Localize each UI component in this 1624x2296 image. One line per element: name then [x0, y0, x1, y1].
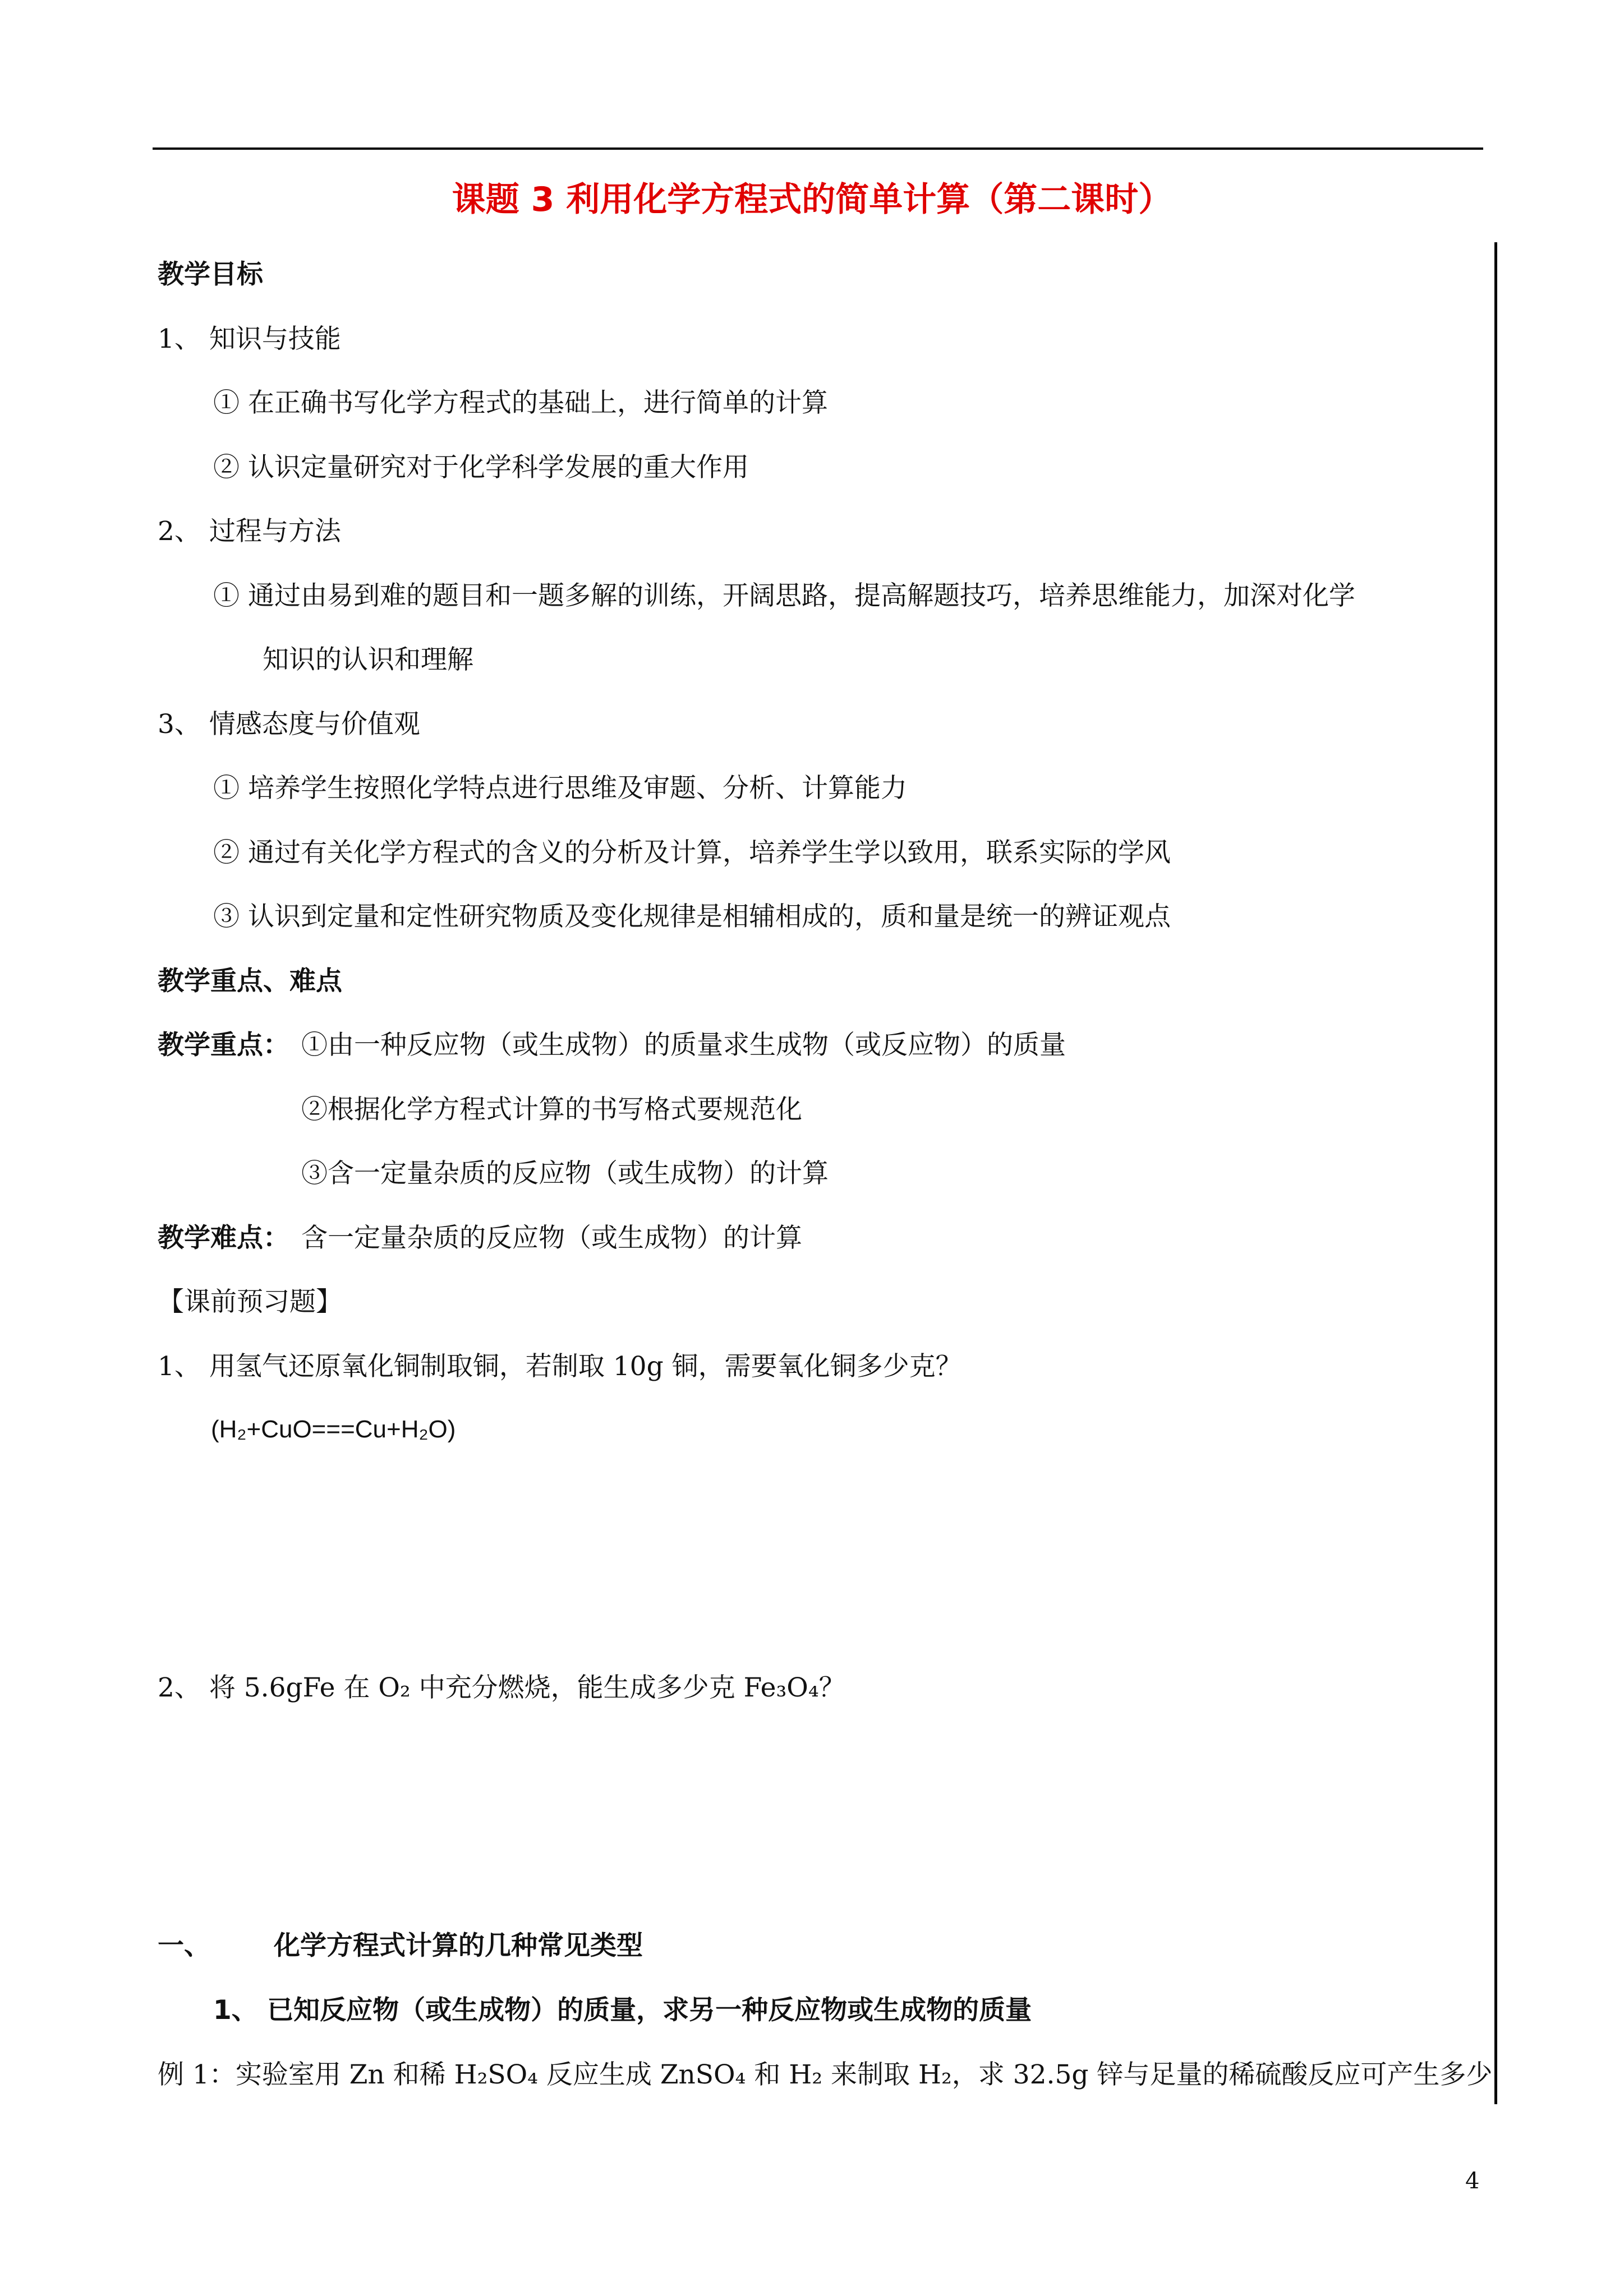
section-heading: 化学方程式计算的几种常见类型	[274, 1930, 643, 1961]
goal-section-3: 3、 情感态度与价值观	[158, 709, 420, 740]
goal-item: ③ 认识到定量和定性研究物质及变化规律是相辅相成的，质和量是统一的辨证观点	[213, 901, 1171, 932]
page-title: 课题 3 利用化学方程式的简单计算（第二课时）	[452, 180, 1172, 219]
goal-item: ② 通过有关化学方程式的含义的分析及计算，培养学生学以致用，联系实际的学风	[213, 837, 1171, 868]
preview-heading: 【课前预习题】	[158, 1287, 342, 1317]
goal-item: ① 培养学生按照化学特点进行思维及审题、分析、计算能力	[213, 773, 907, 804]
focus-label: 教学重点：	[158, 1030, 289, 1061]
header-rule	[153, 147, 1483, 150]
section-number: 一、	[158, 1930, 210, 1961]
goals-heading: 教学目标	[158, 259, 263, 290]
subsection-heading: 1、 已知反应物（或生成物）的质量，求另一种反应物或生成物的质量	[213, 1995, 1032, 2026]
focus-item: ②根据化学方程式计算的书写格式要规范化	[301, 1094, 802, 1125]
goal-item: ② 认识定量研究对于化学科学发展的重大作用	[213, 452, 749, 483]
preview-question-1: 1、 用氢气还原氧化铜制取铜，若制取 10g 铜，需要氧化铜多少克？	[158, 1351, 962, 1382]
focus-item: ①由一种反应物（或生成物）的质量求生成物（或反应物）的质量	[301, 1030, 1066, 1061]
preview-equation: (H₂+CuO===Cu+H₂O)	[211, 1416, 456, 1443]
preview-question-2: 2、 将 5.6gFe 在 O₂ 中充分燃烧，能生成多少克 Fe₃O₄？	[158, 1672, 845, 1703]
example-text: 例 1：实验室用 Zn 和稀 H₂SO₄ 反应生成 ZnSO₄ 和 H₂ 来制取 H₂，求 32.5g 锌与足量的稀硫酸反应可产生多少	[158, 2059, 1493, 2090]
difficulty-text: 含一定量杂质的反应物（或生成物）的计算	[301, 1223, 802, 1253]
margin-rule	[1494, 242, 1497, 2104]
key-heading: 教学重点、难点	[158, 966, 342, 997]
goal-item: ① 在正确书写化学方程式的基础上，进行简单的计算	[213, 388, 828, 418]
focus-item: ③含一定量杂质的反应物（或生成物）的计算	[301, 1158, 829, 1189]
page-number: 4	[1465, 2168, 1480, 2194]
difficulty-label: 教学难点：	[158, 1223, 289, 1253]
goal-section-2: 2、 过程与方法	[158, 516, 341, 547]
goal-item: ① 通过由易到难的题目和一题多解的训练，开阔思路，提高解题技巧，培养思维能力，加深对化学	[213, 580, 1355, 611]
goal-section-1: 1、 知识与技能	[158, 324, 341, 354]
goal-item-continued: 知识的认识和理解	[263, 644, 473, 675]
